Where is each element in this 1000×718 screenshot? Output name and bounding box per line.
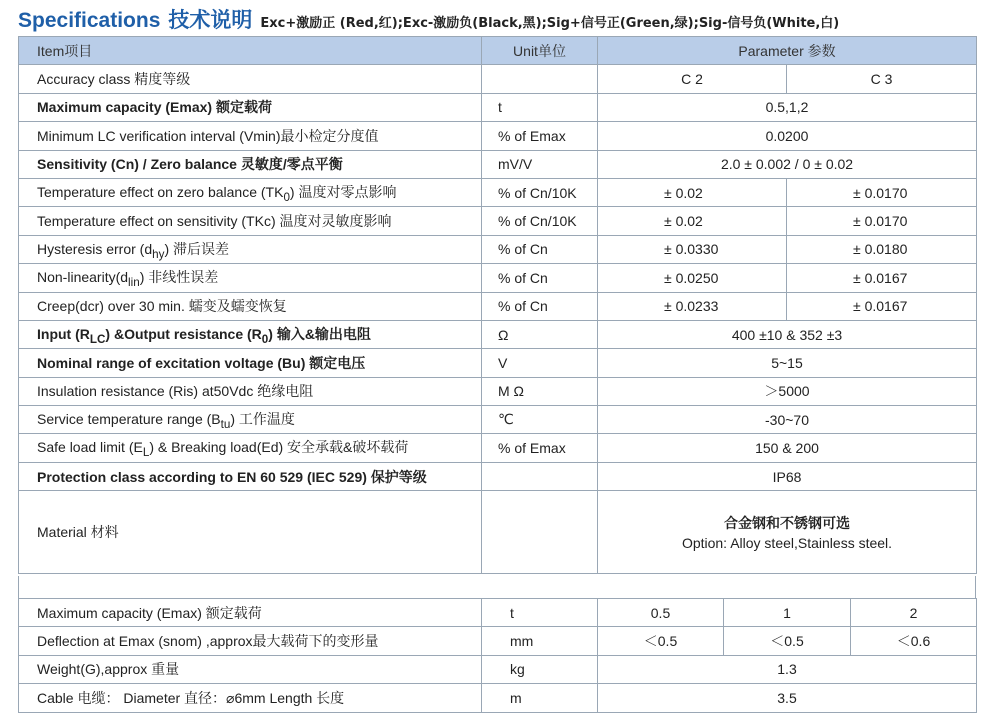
row-value: -30~70	[598, 406, 977, 434]
table-row	[19, 627, 977, 655]
row-value-c3: C 3	[787, 65, 977, 93]
row-item: Creep(dcr) over 30 min. 蠕变及蠕变恢复	[19, 292, 482, 320]
row-value: 5~15	[598, 349, 977, 377]
row-value-c2: ± 0.02	[598, 178, 787, 206]
material-value	[598, 491, 977, 574]
row-item: Cable 电缆： Diameter 直径：⌀6mm Length 长度	[19, 684, 482, 712]
table-row	[19, 406, 977, 434]
row-value-1: 0.5	[598, 599, 724, 627]
table-row	[19, 178, 977, 206]
header-unit: Unit单位	[482, 37, 598, 65]
row-unit: % of Cn/10K	[482, 178, 598, 206]
row-item: Sensitivity (Cn) / Zero balance 灵敏度/零点平衡	[19, 150, 482, 178]
row-item: Service temperature range $(B_{tu})$ 工作温度	[19, 406, 482, 434]
row-value-c2: C 2	[598, 65, 787, 93]
table-row	[19, 349, 977, 377]
wiring-legend: Exc+激励正 (Red,红);Exc-激励负(Black,黑);Sig+信号正(Green,绿);Sig-信号负(White,白)	[260, 16, 840, 31]
row-value-c3: ± 0.0170	[787, 178, 977, 206]
table-row	[19, 434, 977, 462]
row-unit: t	[482, 599, 598, 627]
row-unit: t	[482, 93, 598, 121]
header-item: Item项目	[19, 37, 482, 65]
table-row	[19, 122, 977, 150]
table-row	[19, 264, 977, 292]
row-item: Input $(R_{LC})$ &Output resistance $(R_0)$ 输入&输出电阻	[19, 320, 482, 348]
row-item: Minimum LC verification interval (Vmin)最小检定分度值	[19, 122, 482, 150]
row-unit	[482, 65, 598, 93]
row-value: 1.3	[598, 655, 977, 683]
material-en: Option: Alloy steel,Stainless steel.	[681, 535, 893, 552]
row-unit: Ω	[482, 320, 598, 348]
row-unit: % of Emax	[482, 434, 598, 462]
row-value-c2: ± 0.0330	[598, 235, 787, 263]
table-row	[19, 684, 977, 712]
row-value-c3: ± 0.0167	[787, 264, 977, 292]
row-value: 150 & 200	[598, 434, 977, 462]
row-unit: ℃	[482, 406, 598, 434]
title-en: Specifications	[18, 9, 161, 32]
table-header	[19, 37, 977, 65]
row-value: 0.5,1,2	[598, 93, 977, 121]
row-item: Protection class according to EN 60 529 (IEC 529) 保护等级	[19, 462, 482, 490]
row-item: Maximum capacity (Emax) 额定载荷	[19, 93, 482, 121]
table-row	[19, 150, 977, 178]
table-row	[19, 93, 977, 121]
table-row	[19, 599, 977, 627]
row-value: IP68	[598, 462, 977, 490]
row-value-3: 2	[851, 599, 977, 627]
table-row	[19, 462, 977, 490]
row-item: Insulation resistance (Ris) at50Vdc 绝缘电阻	[19, 377, 482, 405]
row-value-c2: ± 0.0250	[598, 264, 787, 292]
row-item: Maximum capacity (Emax) 额定载荷	[19, 599, 482, 627]
row-value-c2: ± 0.0233	[598, 292, 787, 320]
page-header	[18, 4, 839, 34]
table-row	[19, 65, 977, 93]
row-value-2: ＜0.5	[724, 627, 851, 655]
row-unit: m	[482, 684, 598, 712]
row-item: Hysteresis error $(d_{hy})$ 滞后误差	[19, 235, 482, 263]
row-value-c3: ± 0.0170	[787, 207, 977, 235]
row-unit: % of Cn	[482, 264, 598, 292]
table-row	[19, 655, 977, 683]
row-value-2: 1	[724, 599, 851, 627]
row-item: Safe load limit $(E_L)$ & Breaking load(Ed) 安全承载&破坏载荷	[19, 434, 482, 462]
row-unit: % of Cn	[482, 235, 598, 263]
section-spacer	[18, 576, 976, 598]
table-row	[19, 292, 977, 320]
material-item: Material 材料	[19, 491, 482, 574]
row-unit: M Ω	[482, 377, 598, 405]
row-unit: mm	[482, 627, 598, 655]
row-item: Temperature effect on zero balance $(TK_0)$ 温度对零点影响	[19, 178, 482, 206]
material-row	[19, 491, 977, 574]
header-parameter: Parameter 参数	[598, 37, 977, 65]
row-item: Deflection at Emax (snom) ,approx最大载荷下的变形量	[19, 627, 482, 655]
row-value-c3: ± 0.0167	[787, 292, 977, 320]
row-item: Accuracy class 精度等级	[19, 65, 482, 93]
row-unit	[482, 462, 598, 490]
row-unit: kg	[482, 655, 598, 683]
row-value: ＞5000	[598, 377, 977, 405]
row-unit: V	[482, 349, 598, 377]
spec-table	[18, 36, 977, 574]
row-unit: % of Emax	[482, 122, 598, 150]
table-row	[19, 377, 977, 405]
row-value: 400 ±10 & 352 ±3	[598, 320, 977, 348]
row-value: 0.0200	[598, 122, 977, 150]
title-cn: 技术说明	[168, 8, 253, 32]
row-unit: mV/V	[482, 150, 598, 178]
row-unit: % of Cn/10K	[482, 207, 598, 235]
row-value-1: ＜0.5	[598, 627, 724, 655]
table-row	[19, 207, 977, 235]
row-item: Weight(G),approx 重量	[19, 655, 482, 683]
row-item: Temperature effect on sensitivity (TKc) 温度对灵敏度影响	[19, 207, 482, 235]
row-value-c2: ± 0.02	[598, 207, 787, 235]
table-row	[19, 235, 977, 263]
row-value: 3.5	[598, 684, 977, 712]
row-value-3: ＜0.6	[851, 627, 977, 655]
row-value-c3: ± 0.0180	[787, 235, 977, 263]
row-item: Non-$linearity(d_{lin})$ 非线性误差	[19, 264, 482, 292]
row-value: 2.0 ± 0.002 / 0 ± 0.02	[598, 150, 977, 178]
row-item: Nominal range of excitation voltage (Bu) 额定电压	[19, 349, 482, 377]
capacity-table	[18, 598, 977, 713]
row-unit: % of Cn	[482, 292, 598, 320]
table-row	[19, 320, 977, 348]
material-cn: 合金钢和不锈钢可选	[724, 516, 850, 533]
material-unit	[482, 491, 598, 574]
